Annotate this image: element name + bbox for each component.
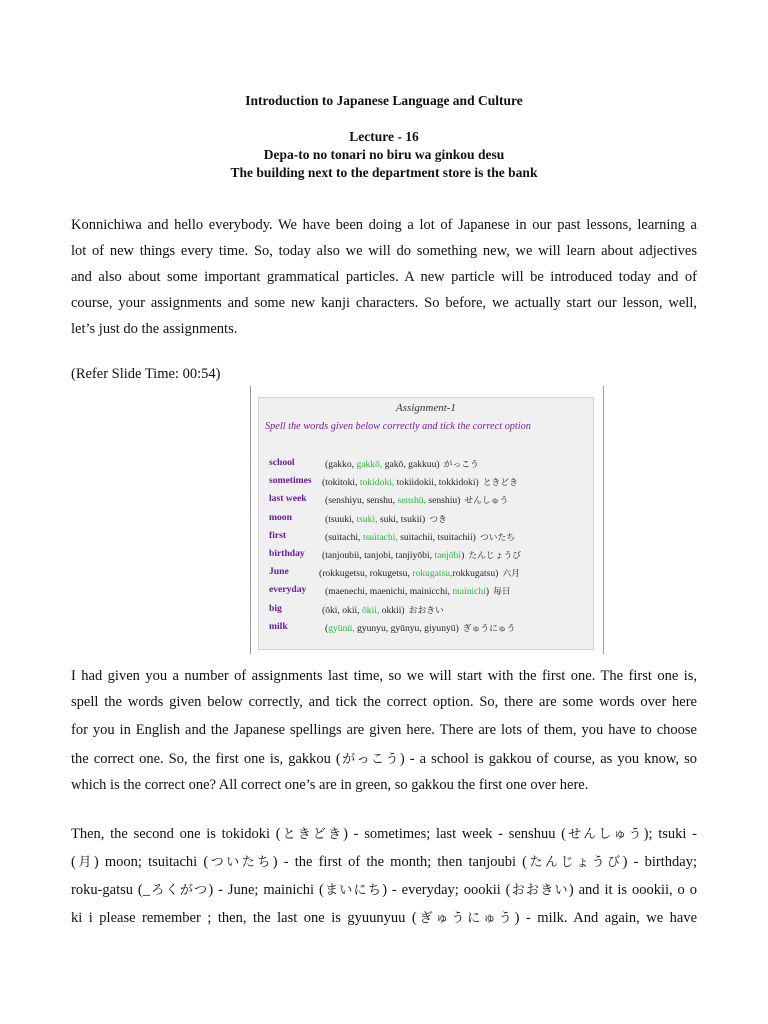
option-text: (tanjoubii, tanjobi, tanjiyōbi,	[322, 550, 435, 561]
option-text: (suitachi,	[325, 531, 363, 543]
text-line	[71, 820, 697, 848]
kana-segment: ろくがつ	[150, 883, 209, 898]
kana-segment: 月	[75, 855, 94, 870]
text-line	[71, 904, 697, 932]
text-segment: ki i please remember ; then, the last one is gyuunyuu (	[71, 910, 417, 926]
kana-spelling: がっこう	[443, 460, 479, 470]
kana-segment: せんしゅう	[566, 827, 644, 842]
correct-option: ōkii,	[361, 604, 380, 616]
kana-spelling: たんじょうび	[468, 551, 522, 561]
spelling-options	[325, 457, 479, 470]
option-text: rokkugatsu)	[452, 568, 499, 580]
option-text: suitachii, tsuitachii)	[397, 531, 476, 543]
lecture-title-english: The building next to the department store is the bank	[230, 165, 538, 180]
option-text: (tsuuki,	[325, 513, 357, 525]
slide-row	[269, 548, 589, 566]
slide-row	[269, 457, 589, 475]
paragraph-intro	[71, 212, 697, 342]
english-word: birthday	[269, 548, 305, 559]
text-line: let’s just do the assignments.	[71, 321, 238, 337]
text-line: lot of new things every time. So, today also we will do something new, we will learn about adjectives	[71, 243, 697, 259]
slide-row	[269, 566, 589, 584]
text-segment: ) - birthday;	[622, 854, 697, 870]
text-segment: ) - everyday; oookii (	[382, 882, 511, 898]
text-segment: ) - a school is gakkou of course, as you know, so	[399, 751, 697, 767]
option-text: okkii)	[379, 604, 405, 616]
option-text: (ōki, okii,	[322, 604, 362, 616]
paragraph-answers	[71, 820, 697, 932]
text-segment: ) - milk. And again, we have	[514, 910, 697, 926]
kana-spelling: ついたち	[479, 532, 516, 543]
text-line	[71, 876, 697, 904]
text-segment: Then, the second one is tokidoki (	[71, 826, 281, 842]
correct-option: gyūnū,	[328, 622, 355, 634]
option-text: (senshiyu, senshu,	[325, 495, 398, 507]
english-word: sometimes	[269, 475, 312, 487]
text-line: I had given you a number of assignments last time, so we will start with the first one. The first one is,	[71, 668, 697, 684]
slide-row	[269, 621, 589, 639]
slide-row	[269, 584, 589, 602]
english-word: big	[269, 602, 282, 614]
english-word: school	[269, 457, 295, 468]
kana-segment: まいにち	[323, 883, 383, 898]
text-segment: ) and it is oookii, o o	[568, 882, 697, 898]
spelling-options	[322, 475, 518, 488]
option-text: tokiidokii, tokkidoki)	[394, 477, 479, 489]
kana-segment: ぎゅうにゅう	[416, 911, 515, 926]
english-word: everyday	[269, 584, 307, 596]
text-line: which is the correct one? All correct one’s are in green, so gakkou the first one over here.	[71, 777, 589, 793]
text-line: Konnichiwa and hello everybody. We have been doing a lot of Japanese in our past lessons, learning a	[71, 217, 697, 233]
paragraph-assignment-explanation	[71, 663, 697, 798]
correct-option: senshū,	[397, 495, 426, 507]
spelling-options	[322, 548, 521, 561]
slide-row	[269, 493, 589, 511]
correct-option: tsuki,	[356, 513, 378, 525]
option-text: gyunyu, gyūnyu, giyunyū)	[354, 622, 459, 634]
kana-segment: ときどき	[280, 827, 344, 842]
correct-option: rokugatsu,	[412, 568, 453, 580]
text-line	[71, 848, 697, 876]
english-word: last week	[269, 493, 307, 505]
spelling-options	[325, 493, 508, 506]
text-segment: roku-gatsu (_	[71, 882, 150, 898]
kana-spelling: つき	[429, 514, 447, 525]
text-segment: the correct one. So, the first one is, gakkou (	[71, 751, 341, 767]
kana-spelling: 毎日	[493, 587, 511, 598]
course-title: Introduction to Japanese Language and Culture	[245, 93, 523, 108]
option-text: gakō, gakkuu)	[382, 459, 440, 470]
text-line: course, your assignments and some new kanji characters. So before, we actually start our lesson, well,	[71, 295, 697, 311]
option-text: )	[485, 586, 490, 598]
option-text: (maenechi, maenichi, mainicchi,	[325, 586, 453, 598]
correct-option: tokidoki,	[359, 477, 395, 489]
text-segment: (	[71, 854, 76, 870]
text-segment: ) - June; mainichi (	[208, 882, 324, 898]
spelling-options	[325, 530, 515, 543]
kana-segment: おおきい	[510, 883, 569, 898]
slide-row	[269, 475, 589, 493]
text-line: and also about some important grammatical particles. A new particle will be introduced today and of	[71, 269, 697, 285]
correct-option: mainichi	[452, 586, 486, 598]
text-segment: ); tsuki -	[643, 826, 697, 842]
slide-instruction: Spell the words given below correctly and tick the correct option	[265, 421, 531, 432]
kana-segment: がっこう	[340, 752, 400, 767]
kana-spelling: おおきい	[408, 605, 444, 616]
text-segment: ) - the first of the month; then tanjoubi (	[272, 854, 528, 870]
slide-row	[269, 530, 589, 548]
spelling-options	[322, 603, 444, 616]
spelling-options	[319, 566, 520, 579]
kana-spelling: ときどき	[482, 478, 518, 489]
kana-spelling: ぎゅうにゅう	[462, 623, 516, 634]
text-line: for you in English and the Japanese spellings are given here. There are lots of them, you have to choose	[71, 722, 697, 738]
refer-slide-time: (Refer Slide Time: 00:54)	[71, 366, 221, 382]
english-word: moon	[269, 511, 292, 523]
text-segment: ) moon; tsuitachi (	[93, 854, 209, 870]
option-text: (rokkugetsu, rokugetsu,	[319, 568, 413, 580]
option-text: (	[325, 622, 329, 634]
text-line	[71, 746, 697, 772]
slide-row	[269, 603, 589, 621]
spelling-options	[325, 584, 511, 597]
english-word: June	[269, 566, 289, 578]
kana-segment: たんじょうび	[527, 855, 623, 870]
assignment-slide	[258, 397, 594, 650]
slide-row	[269, 512, 589, 530]
option-text: suki, tsukii)	[377, 513, 426, 525]
correct-option: tanjōbi	[434, 550, 462, 561]
kana-spelling: せんしゅう	[464, 496, 509, 507]
english-word: milk	[269, 620, 288, 632]
english-word: first	[269, 529, 287, 541]
kana-segment: ついたち	[208, 855, 273, 870]
text-line: spell the words given below correctly, and tick the correct option. So, there are some words over here	[71, 694, 697, 710]
option-text: (gakko,	[325, 459, 357, 470]
text-segment: ) - sometimes; last week - senshuu (	[343, 826, 566, 842]
slide-title: Assignment-1	[396, 402, 456, 414]
spelling-options	[325, 621, 515, 634]
correct-option: tsuitachi,	[362, 531, 398, 543]
option-text: )	[461, 550, 465, 561]
option-text: (tokitoki,	[322, 477, 360, 489]
option-text: senshiu)	[426, 495, 461, 507]
kana-spelling: 六月	[502, 569, 520, 580]
lecture-number: Lecture - 16	[349, 129, 419, 144]
correct-option: gakkō,	[356, 459, 383, 470]
spelling-options	[325, 512, 447, 525]
lecture-title-romaji: Depa-to no tonari no biru wa ginkou desu	[263, 147, 505, 162]
